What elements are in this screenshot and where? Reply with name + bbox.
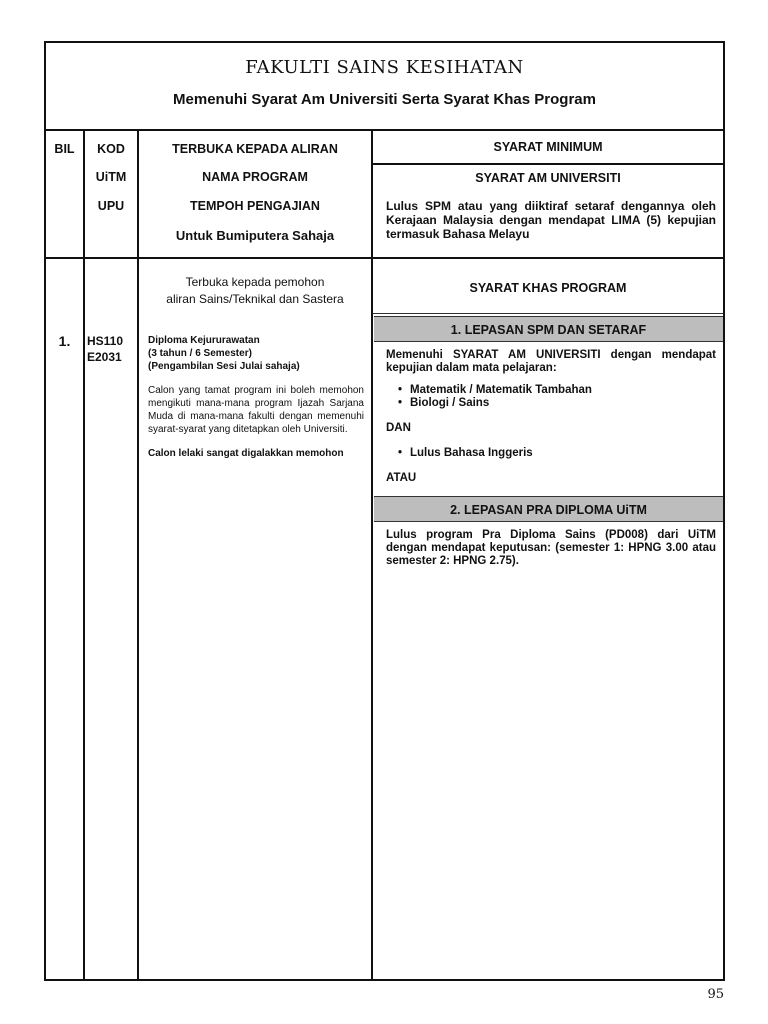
section1-title: 1. LEPASAN SPM DAN SETARAF [374, 316, 723, 342]
page-number: 95 [707, 987, 724, 1002]
header-uitm: UiTM [95, 170, 127, 184]
section2-text: Lulus program Pra Diploma Sains (PD008) dari UiTM dengan mendapat keputusan: (semester 1: HPNG 3.00 atau semester 2: HPNG 2.75). [386, 529, 716, 567]
program-details [148, 334, 364, 460]
section2-title: 2. LEPASAN PRA DIPLOMA UiTM [374, 496, 723, 522]
program-intake: (Pengambilan Sesi Julai sahaja) [148, 361, 300, 372]
header-kod: KOD [97, 142, 125, 156]
subtitle: Memenuhi Syarat Am Universiti Serta Syarat Khas Program [173, 91, 596, 108]
row-number: 1. [58, 333, 71, 349]
syarat-khas-title: SYARAT KHAS PROGRAM [469, 281, 627, 295]
program-name: Diploma Kejururawatan [148, 335, 260, 346]
dan-label: DAN [386, 422, 411, 434]
program-encourage: Calon lelaki sangat digalakkan memohon [148, 448, 344, 459]
terbuka-line1: Terbuka kepada pemohon [185, 275, 325, 289]
header-terbuka: TERBUKA KEPADA ALIRAN [172, 142, 338, 156]
section1-intro: Memenuhi SYARAT AM UNIVERSITI dengan mendapat kepujian dalam mata pelajaran: [386, 349, 716, 374]
atau-label: ATAU [386, 472, 417, 484]
syarat-khas-divider [373, 313, 723, 314]
header-row-divider [46, 257, 723, 259]
list-item: • Matematik / Matematik Tambahan [410, 384, 716, 397]
kod-uitm: HS110 [87, 334, 124, 348]
header-tempoh: TEMPOH PENGAJIAN [190, 199, 320, 213]
header-nama-program: NAMA PROGRAM [202, 170, 308, 184]
header-upu: UPU [97, 199, 125, 213]
program-note: Calon yang tamat program ini boleh memohon mengikuti mana-mana program Ijazah Sarjana Muda di mana-mana fakulti dengan memenuhi syarat-syarat yang ditetapkan oleh Universiti. [148, 385, 364, 435]
section1-extra-list [386, 447, 716, 460]
list-item: • Lulus Bahasa Inggeris [410, 447, 716, 460]
syarat-minimum-divider [373, 163, 723, 165]
kod-upu: E2031 [87, 350, 122, 364]
header-bil: BIL [54, 142, 75, 156]
syarat-am-text: Lulus SPM atau yang diiktiraf setaraf dengannya oleh Kerajaan Malaysia dengan mendapat LIMA (5) kepujian termasuk Bahasa Melayu [386, 199, 716, 241]
title-block [46, 43, 723, 131]
terbuka-line2: aliran Sains/Teknikal dan Sastera [166, 292, 344, 306]
header-syarat-minimum: SYARAT MINIMUM [493, 140, 603, 154]
header-bumiputera: Untuk Bumiputera Sahaja [175, 228, 335, 243]
program-duration: (3 tahun / 6 Semester) [148, 348, 252, 359]
header-syarat-am: SYARAT AM UNIVERSITI [475, 171, 621, 185]
list-item: • Biologi / Sains [410, 397, 716, 410]
section1-list [386, 384, 716, 410]
document-frame [44, 41, 725, 981]
faculty-title: FAKULTI SAINS KESIHATAN [245, 57, 524, 78]
section1-body [386, 349, 716, 485]
